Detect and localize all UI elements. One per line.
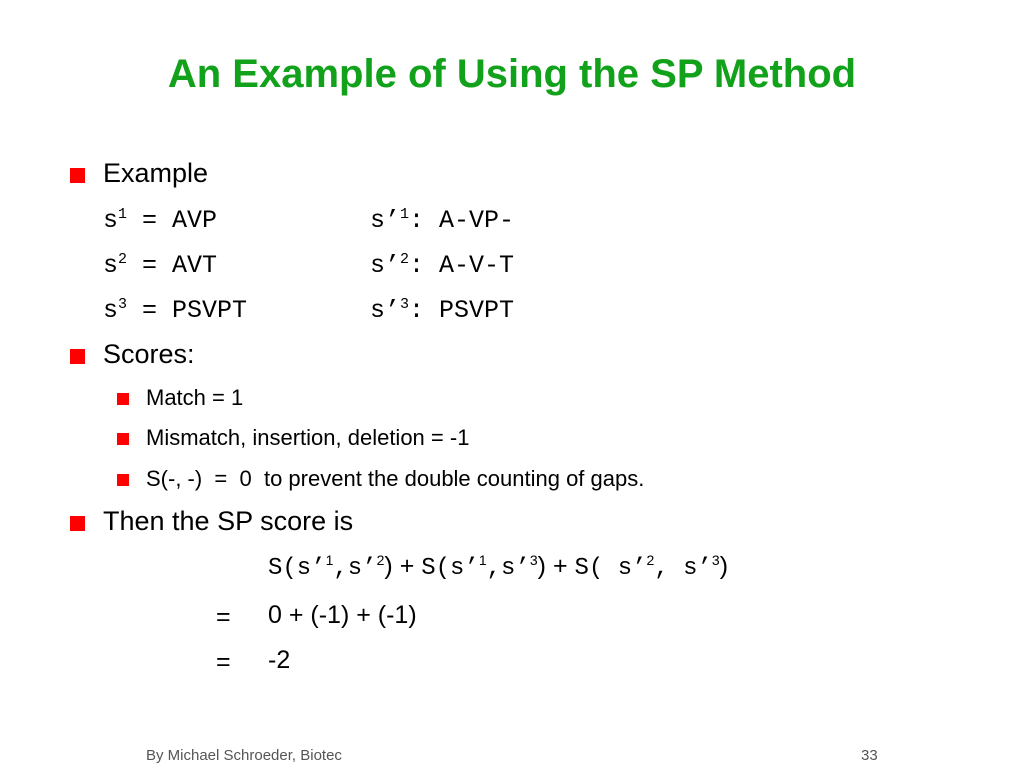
score-item-match: Match = 1	[146, 385, 244, 410]
sequence-aligned: s’$^3$: PSVPT	[370, 296, 515, 325]
bullet-then: Then the SP score is	[103, 506, 354, 536]
sub-bullet-marker	[117, 433, 129, 445]
sub-bullet-marker	[117, 474, 129, 486]
bullet-example: Example	[103, 158, 209, 188]
score-item-mismatch: Mismatch, insertion, deletion = -1	[146, 425, 470, 450]
slide-title: An Example of Using the SP Method	[167, 52, 857, 96]
sp-score-formula: S(s’$^1$,s’$^2$) + S(s’$^1$,s’$^3$) + S( s’$^2$, s’$^3$)	[268, 552, 729, 582]
score-item-gap: S(-, -) = 0 to prevent the double counting of gaps.	[146, 466, 645, 491]
step-equals: =	[216, 648, 231, 676]
step-expression: -2	[268, 646, 291, 674]
sub-bullet-marker	[117, 393, 129, 405]
sequence-original: $s^3$ = PSVPT	[103, 296, 248, 325]
bullet-marker	[70, 168, 85, 183]
page-number: 33	[861, 747, 878, 764]
bullet-scores: Scores:	[103, 339, 195, 369]
sequence-original: $s^2$ = AVT	[103, 251, 218, 280]
bullet-marker	[70, 516, 85, 531]
sequence-aligned: s’$^1$: A-VP-	[370, 206, 515, 235]
step-equals: =	[216, 603, 231, 631]
bullet-marker	[70, 349, 85, 364]
sequence-aligned: s’$^2$: A-V-T	[370, 251, 515, 280]
step-expression: 0 + (-1) + (-1)	[268, 601, 417, 629]
footer-author: By Michael Schroeder, Biotec	[146, 747, 342, 764]
sequence-original: $s^1$ = AVP	[103, 206, 218, 235]
